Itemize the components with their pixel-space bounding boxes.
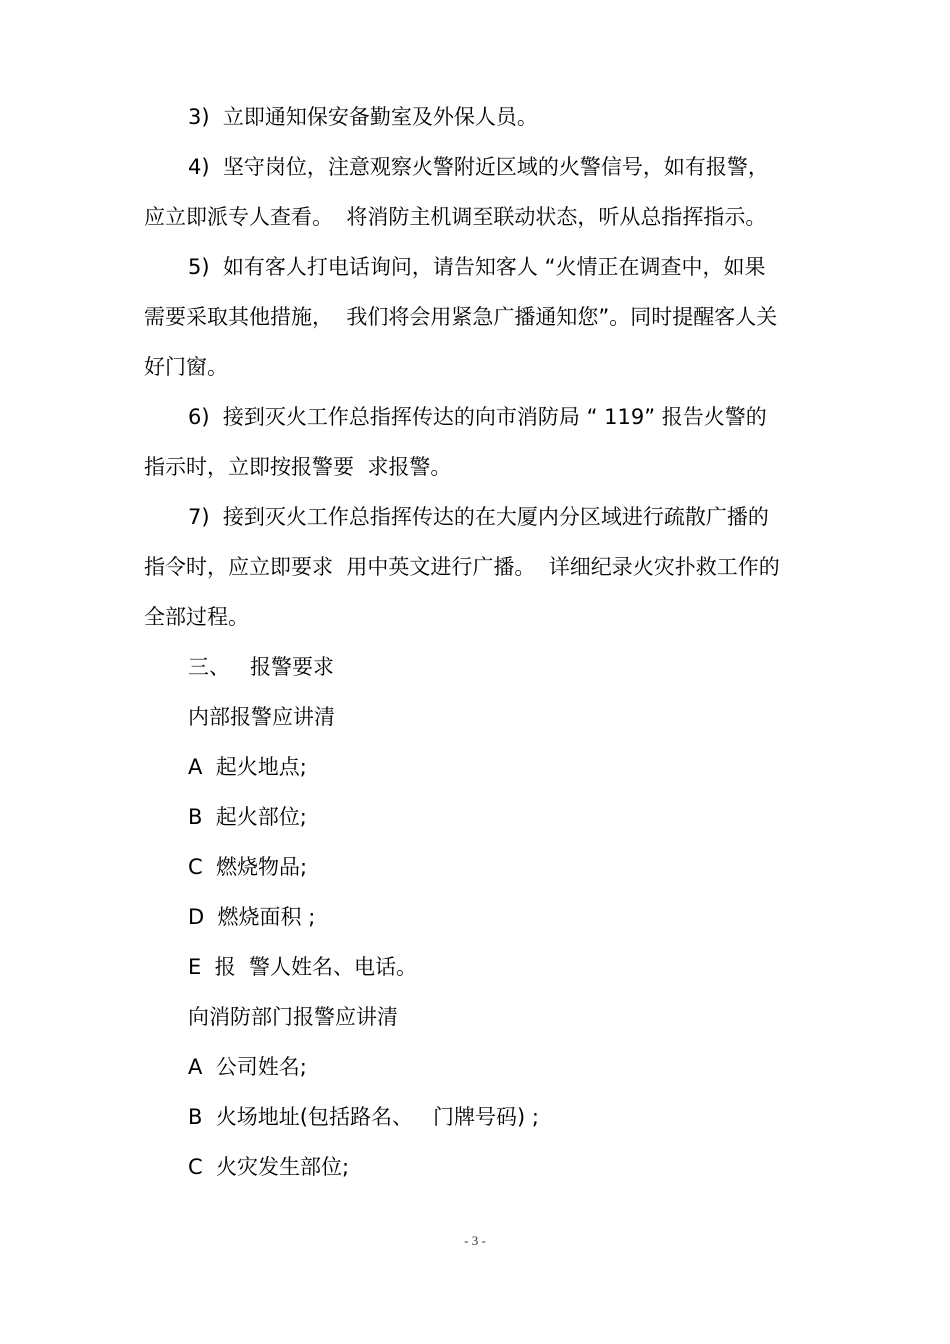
- subsection-heading: 内部报警应讲清: [188, 705, 335, 729]
- text-line: 指示时，立即按报警要 求报警。: [144, 455, 452, 479]
- list-item: B 火场地址(包括路名、 门牌号码) ;: [188, 1105, 539, 1129]
- text-line: 4) 坚守岗位，注意观察火警附近区域的火警信号，如有报警，: [188, 155, 769, 179]
- list-item: A 起火地点;: [188, 755, 307, 779]
- text-line: 3) 立即通知保安备勤室及外保人员。: [188, 105, 538, 129]
- subsection-heading: 向消防部门报警应讲清: [188, 1005, 398, 1029]
- text-line: 应立即派专人查看。 将消防主机调至联动状态，听从总指挥指示。: [144, 205, 767, 229]
- text-line: 6) 接到灭火工作总指挥传达的向市消防局 “ 119” 报告火警的: [188, 405, 767, 429]
- text-line: 指令时，应立即要求 用中英文进行广播。 详细纪录火灾扑救工作的: [144, 555, 780, 579]
- text-line: 需要采取其他措施， 我们将会用紧急广播通知您”。同时提醒客人关: [144, 305, 778, 329]
- page-number: - 3 -: [464, 1233, 486, 1248]
- list-item: D 燃烧面积 ;: [188, 905, 316, 929]
- text-line: 好门窗。: [144, 355, 228, 379]
- list-item: C 火灾发生部位;: [188, 1155, 350, 1179]
- section-heading: 三、 报警要求: [188, 655, 335, 679]
- list-item: C 燃烧物品;: [188, 855, 308, 879]
- text-line: 7) 接到灭火工作总指挥传达的在大厦内分区域进行疏散广播的: [188, 505, 769, 529]
- list-item: A 公司姓名;: [188, 1055, 307, 1079]
- list-item: B 起火部位;: [188, 805, 307, 829]
- list-item: E 报 警人姓名、电话。: [188, 955, 417, 979]
- text-line: 全部过程。: [144, 605, 249, 629]
- text-line: 5) 如有客人打电话询问，请告知客人 “火情正在调查中，如果: [188, 255, 766, 279]
